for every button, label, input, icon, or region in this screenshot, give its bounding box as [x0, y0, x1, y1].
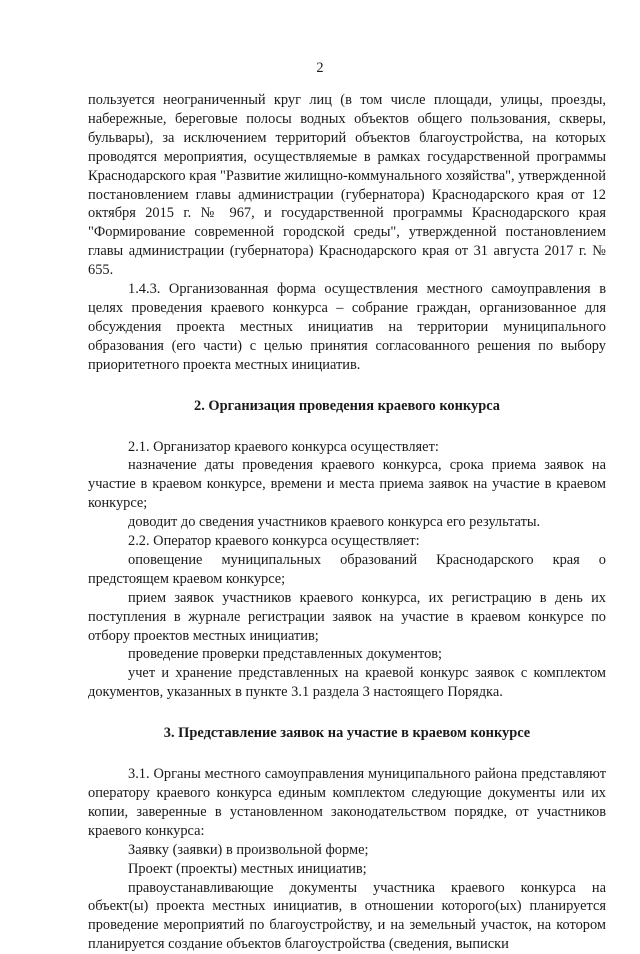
paragraph-3-1-item-3: правоустанавливающие документы участника краевого конкурса на объект(ы) проекта местных инициатив, в отношении которого(ых) планируется проведение мероприятий по благоустройству, и на земельный участок, на котором планируется создание объектов благоустройства (сведения, выписки [88, 879, 606, 953]
section-3-heading: 3. Представление заявок на участие в краевом конкурсе [163, 725, 531, 742]
paragraph-2-2: 2.2. Оператор краевого конкурса осуществляет: [128, 533, 420, 550]
paragraph-2-2-item-3: проведение проверки представленных документов; [128, 646, 443, 663]
paragraph-1-4-3: 1.4.3. Организованная форма осуществления местного самоуправления в целях проведения краевого конкурса – собрание граждан, организованное для обсуждения проекта местных инициатив на территории муниципального образования (его части) с целью принятия согласованного решения по выбору приоритетного проекта местных инициатив. [88, 281, 606, 373]
paragraph-2-2-item-4: учет и хранение представленных на краевой конкурс заявок с комплектом документов, указанных в пункте 3.1 раздела 3 настоящего Порядка. [88, 665, 606, 701]
paragraph-2-1: 2.1. Организатор краевого конкурса осуществляет: [128, 438, 439, 455]
section-2-heading: 2. Организация проведения краевого конкурса [194, 397, 500, 414]
paragraph-2-2-item-2: прием заявок участников краевого конкурса, их регистрацию в день их поступления в журнале регистрации заявок на участие в краевом конкурсе по отбору проектов местных инициатив; [88, 589, 606, 644]
paragraph-2-1-item-1: назначение даты проведения краевого конкурса, срока приема заявок на участие в краевом конкурсе, времени и места приема заявок на участие в краевом конкурсе; [88, 457, 606, 512]
paragraph-continuation: пользуется неограниченный круг лиц (в том числе площади, улицы, проезды, набережные, береговые полосы водных объектов общего пользования, скверы, бульвары), за исключением территорий объектов благоустройства, на которых проводятся мероприятия, осуществляемые в рамках государственной программы Краснодарского края "Развитие жилищно-коммунального хозяйства", утвержденной постановлением главы администрации (губернатора) Краснодарского края от 12 октября 2015 г. № 967, и государственной программы Краснодарского края "Формирование современной городской среды", утвержденной постановлением главы администрации (губернатора) Краснодарского края от 31 августа 2017 г. № 655. [88, 92, 606, 279]
paragraph-2-2-item-1: оповещение муниципальных образований Краснодарского края о предстоящем краевом конкурсе; [88, 551, 606, 587]
paragraph-3-1-item-2: Проект (проекты) местных инициатив; [128, 860, 367, 877]
paragraph-3-1: 3.1. Органы местного самоуправления муниципального района представляют оператору краевого конкурса единым комплектом следующие документы или их копии, заверенные в установленном законодательством порядке, от участников краевого конкурса: [88, 766, 606, 839]
page-number: 2 [316, 60, 324, 76]
paragraph-3-1-item-1: Заявку (заявки) в произвольной форме; [128, 841, 369, 858]
document-body [88, 91, 606, 954]
paragraph-2-1-item-2: доводит до сведения участников краевого конкурса его результаты. [128, 514, 541, 531]
